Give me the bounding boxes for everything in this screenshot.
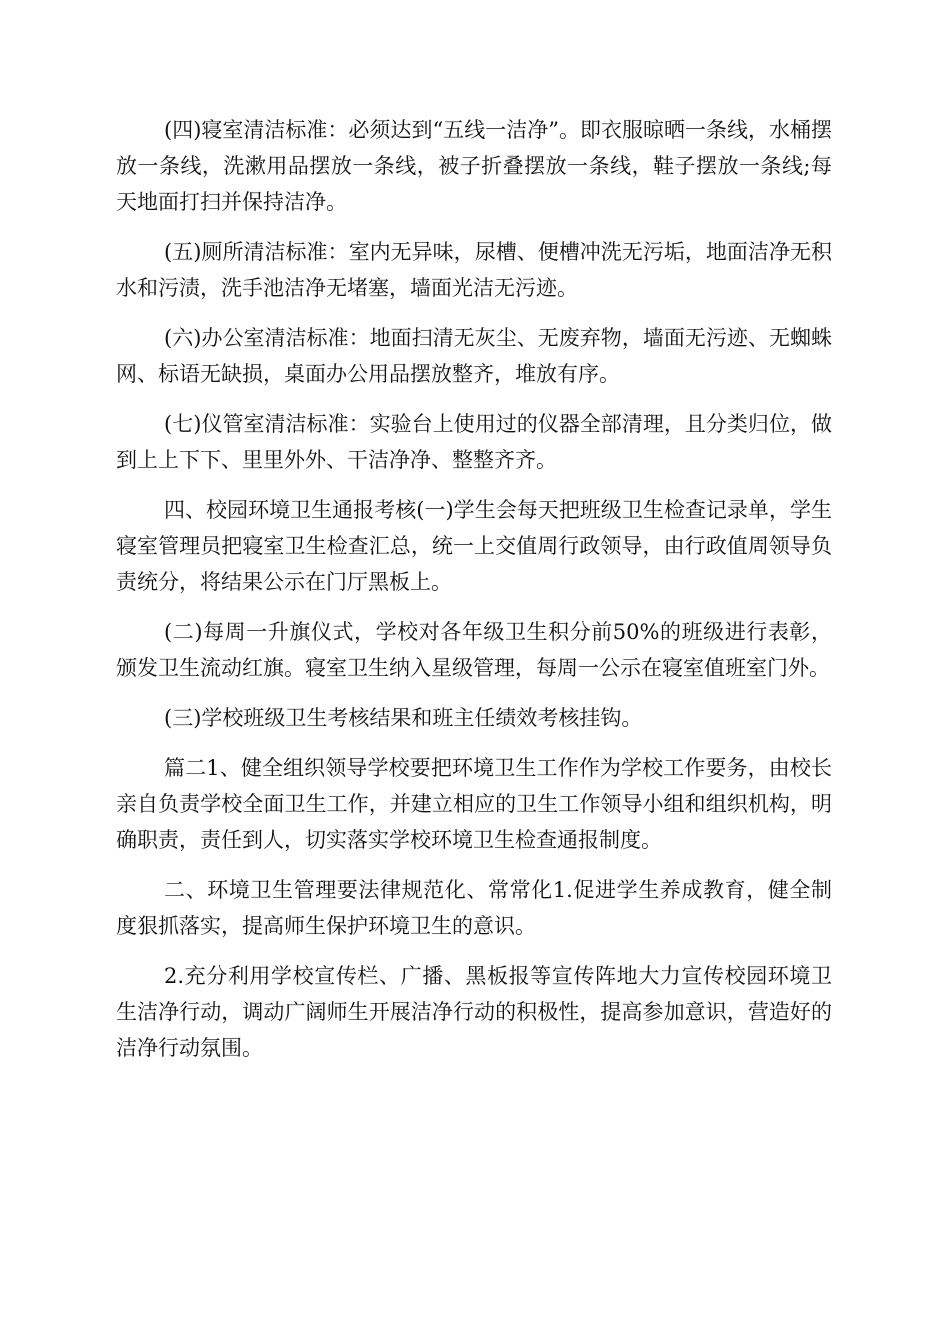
paragraph-toilet-standard: (五)厕所清洁标准：室内无异味，尿槽、便槽冲洗无污垢，地面洁净无积水和污渍，洗手池洁净无堵塞，墙面光洁无污迹。: [116, 240, 832, 300]
paragraph-dorm-standard: (四)寝室清洁标准：必须达到“五线一洁净”。即衣服晾晒一条线，水桶摆放一条线，洗漱用品摆放一条线，被子折叠摆放一条线，鞋子摆放一条线;每天地面打扫并保持洁净。: [116, 118, 832, 214]
paragraph-class-assessment-link: (三)学校班级卫生考核结果和班主任绩效考核挂钩。: [164, 706, 643, 730]
document-body: [116, 112, 832, 1080]
paragraph-standardization: 二、环境卫生管理要法律规范化、常常化1.促进学生养成教育，健全制度狠抓落实，提高师生保护环境卫生的意识。: [116, 878, 832, 938]
paragraph-office-standard: (六)办公室清洁标准：地面扫清无灰尘、无废弃物，墙面无污迹、无蜘蛛网、标语无缺损，桌面办公用品摆放整齐，堆放有序。: [116, 326, 832, 386]
paragraph-part-two-organization: 篇二1、健全组织领导学校要把环境卫生工作作为学校工作要务，由校长亲自负责学校全面卫生工作，并建立相应的卫生工作领导小组和组织机构，明确职责，责任到人，切实落实学校环境卫生检查通报制度。: [116, 756, 832, 852]
paragraph-flag-ceremony-award: (二)每周一升旗仪式，学校对各年级卫生积分前50%的班级进行表彰，颁发卫生流动红旗。寝室卫生纳入星级管理，每周一公示在寝室值班室门外。: [116, 620, 832, 680]
paragraph-publicity: 2.充分利用学校宣传栏、广播、黑板报等宣传阵地大力宣传校园环境卫生洁净行动，调动广阔师生开展洁净行动的积极性，提高参加意识，营造好的洁净行动氛围。: [116, 964, 832, 1060]
paragraph-hygiene-report-assessment: 四、校园环境卫生通报考核(一)学生会每天把班级卫生检查记录单，学生寝室管理员把寝室卫生检查汇总，统一上交值周行政领导，由行政值周领导负责统分，将结果公示在门厅黑板上。: [116, 498, 832, 594]
paragraph-instrument-room-standard: (七)仪管室清洁标准：实验台上使用过的仪器全部清理，且分类归位，做到上上下下、里里外外、干洁净净、整整齐齐。: [116, 412, 832, 472]
